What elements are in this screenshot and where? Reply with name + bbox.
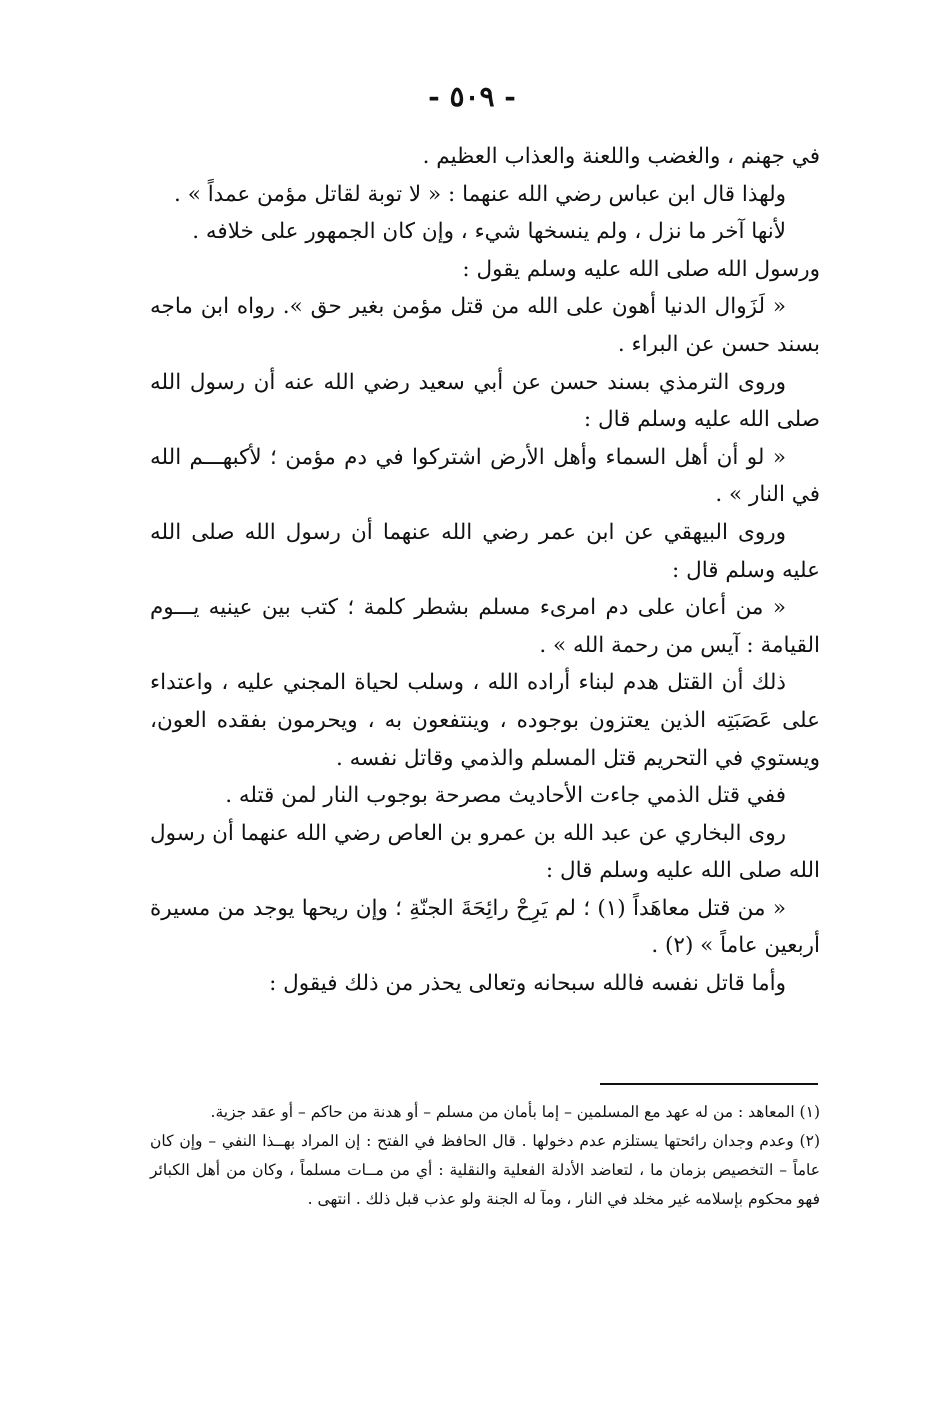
- hadith-quote: « لو أن أهل السماء وأهل الأرض اشتركوا في دم مؤمن ؛ لأكبهـــم الله في النار » .: [150, 444, 820, 508]
- main-text: [150, 138, 820, 1003]
- footnote-divider: [600, 1083, 818, 1085]
- page-number: - ٥٠٩ -: [428, 80, 516, 113]
- paragraph: روى البخاري عن عبد الله بن عمرو بن العاص رضي الله عنهما أن رسول الله صلى الله عليه وسلم قال :: [150, 820, 820, 884]
- paragraph: ففي قتل الذمي جاءت الأحاديث مصرحة بوجوب النار لمن قتله .: [225, 783, 786, 809]
- footnote: (٢) وعدم وجدان رائحتها يستلزم عدم دخولها . قال الحافظ في الفتح : إن المراد بهــذا النفي – وإن كان عاماً – التخصيص بزمان ما ، لتعاضد الأدلة الفعلية والنقلية : أي من مــات مسلماً ، وكان من أهل الكبائر فهو محكوم بإسلامه غير مخلد في النار ، ومآ له الجنة ولو عذب قبل ذلك . انتهى .: [150, 1132, 820, 1208]
- paragraph: ورسول الله صلى الله عليه وسلم يقول :: [462, 256, 820, 282]
- paragraph: ذلك أن القتل هدم لبناء أراده الله ، وسلب لحياة المجني عليه ، واعتداء على عَصَبَتِه الذين يعتزون بوجوده ، وينتفعون به ، ويحرمون بفقده العون، ويستوي في التحريم قتل المسلم والذمي وقاتل نفسه .: [150, 670, 820, 771]
- paragraph: ولهذا قال ابن عباس رضي الله عنهما : « لا توبة لقاتل مؤمن عمداً » .: [174, 181, 786, 207]
- paragraph: وروى الترمذي بسند حسن عن أبي سعيد رضي الله عنه أن رسول الله صلى الله عليه وسلم قال :: [150, 369, 820, 433]
- paragraph: في جهنم ، والغضب واللعنة والعذاب العظيم .: [422, 144, 820, 169]
- hadith-quote: « من قتل معاهَداً (١) ؛ لم يَرِحْ رائِحَةَ الجنّةِ ؛ وإن ريحها يوجد من مسيرة أربعين عاماً » (٢) .: [150, 895, 820, 959]
- paragraph: وروى البيهقي عن ابن عمر رضي الله عنهما أن رسول الله صلى الله عليه وسلم قال :: [150, 519, 820, 583]
- paragraph: وأما قاتل نفسه فالله سبحانه وتعالى يحذر من ذلك فيقول :: [269, 971, 786, 997]
- footnote: (١) المعاهد : من له عهد مع المسلمين – إما بأمان من مسلم – أو هدنة من حاكم – أو عقد جزية.: [210, 1103, 820, 1121]
- hadith-quote: « من أعان على دم امرىء مسلم بشطر كلمة ؛ كتب بين عينيه يـــوم القيامة : آيس من رحمة الله » .: [150, 595, 820, 658]
- hadith-quote: « لَزَوال الدنيا أهون على الله من قتل مؤمن بغير حق ». رواه ابن ماجه بسند حسن عن البراء .: [150, 294, 820, 357]
- paragraph: لأنها آخر ما نزل ، ولم ينسخها شيء ، وإن كان الجمهور على خلافه .: [192, 219, 786, 245]
- footnotes: [150, 1098, 820, 1214]
